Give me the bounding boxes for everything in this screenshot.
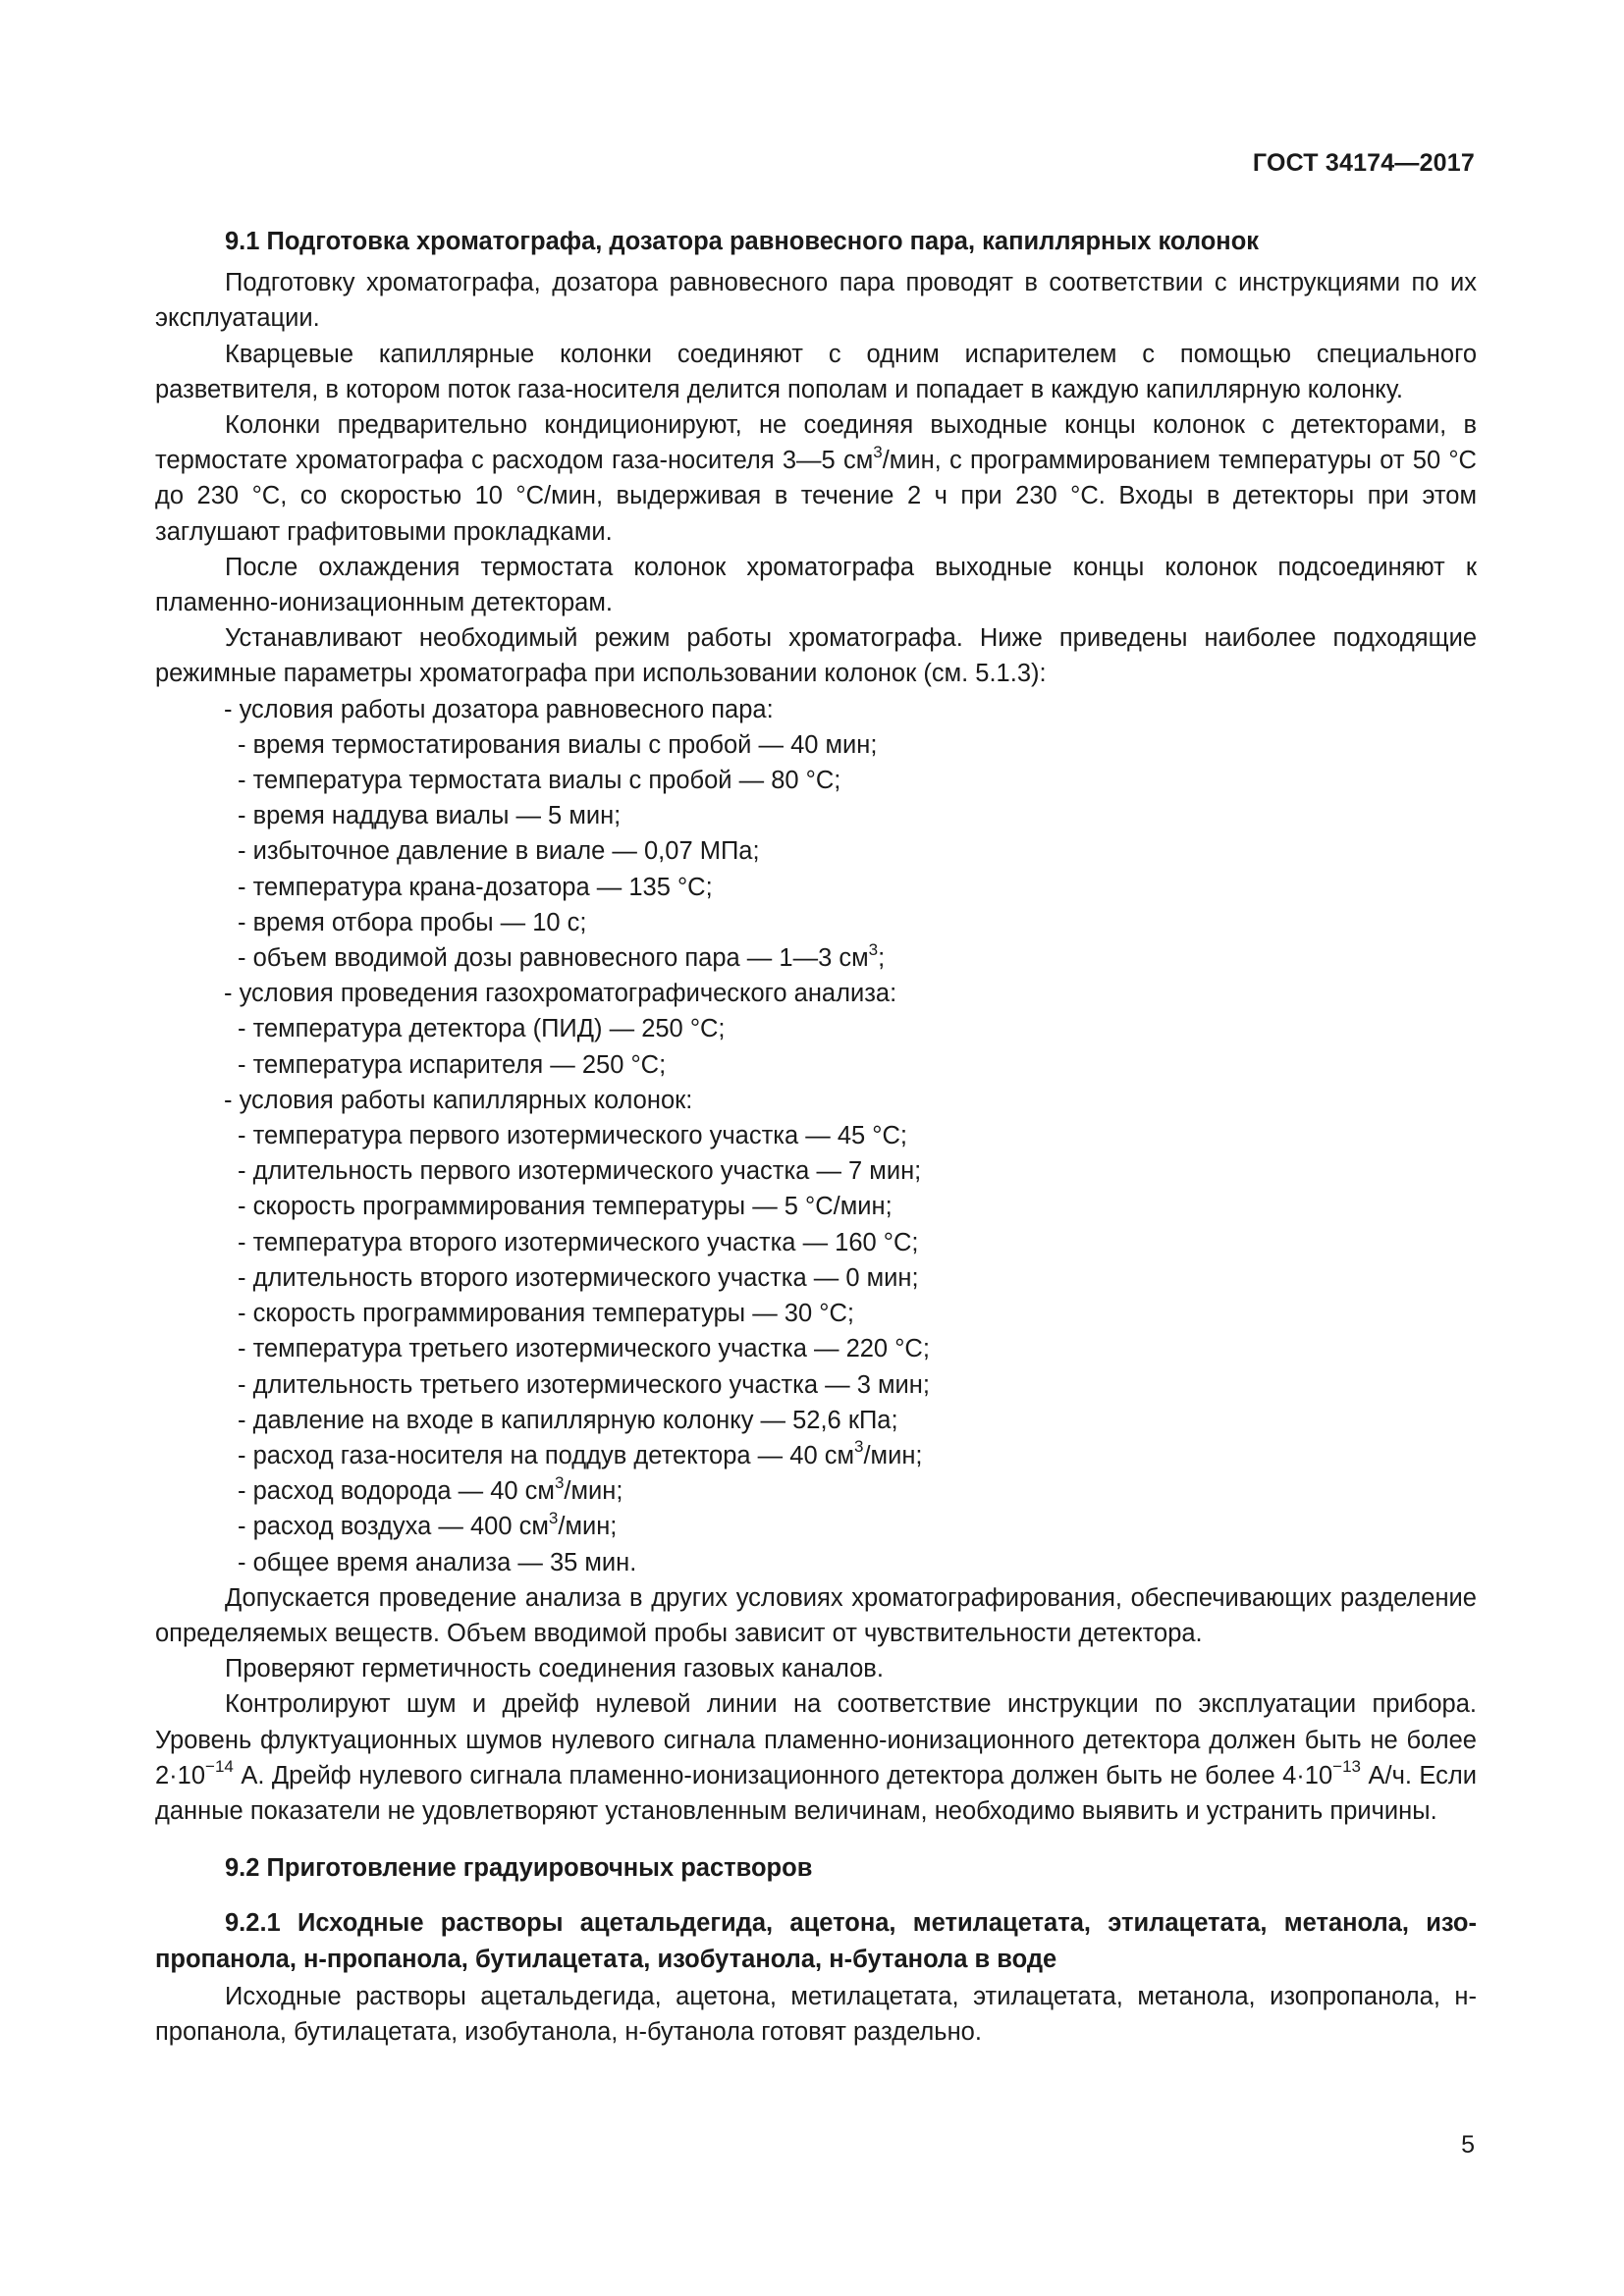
superscript: 3 [854, 1437, 864, 1457]
page-content [155, 224, 1477, 2050]
text-run: А/ч. Если данные показатели не удовлетворяют установленным величинам, необходимо выявить и устранить причины. [155, 1761, 1478, 1825]
list-item: - температура крана-дозатора — 135 °С; [238, 873, 713, 901]
paragraph [155, 1686, 1477, 1829]
list-item: - температура второго изотермического участка — 160 °С; [238, 1228, 919, 1256]
list-group-heading: - условия проведения газохроматографического анализа: [224, 980, 897, 1008]
list-group-heading: - условия работы дозатора равновесного пара: [224, 695, 774, 723]
list-item: - давление на входе в капиллярную колонку — 52,6 кПа; [238, 1406, 898, 1434]
superscript: −14 [205, 1757, 234, 1777]
list-item [155, 1509, 1477, 1544]
paragraph: Проверяют герметичность соединения газовых каналов. [225, 1655, 884, 1683]
text-run: - расход воздуха — 400 см [238, 1513, 549, 1541]
superscript: 3 [548, 1508, 559, 1527]
paragraph: Кварцевые капиллярные колонки соединяют с одним испарителем с помощью специального разветвителя, в котором поток газа-носителя делится пополам и попадает в каждую капиллярную колонку. [155, 340, 1477, 403]
paragraph: Подготовку хроматографа, дозатора равновесного пара проводят в соответствии с инструкциями по их эксплуатации. [155, 269, 1477, 333]
superscript: 3 [868, 939, 879, 959]
list-item: - температура первого изотермического участка — 45 °С; [238, 1122, 907, 1150]
list-item: - температура третьего изотермического участка — 220 °С; [238, 1335, 930, 1363]
paragraph: Допускается проведение анализа в других условиях хроматографирования, обеспечивающих разделение определяемых веществ. Объем вводимой пробы зависит от чувствительности детектора. [155, 1583, 1477, 1647]
text-run: ; [878, 944, 886, 973]
section-heading-9-1: 9.1 Подготовка хроматографа, дозатора равновесного пара, капиллярных колонок [225, 228, 1260, 255]
list-item: - время термостатирования виалы с пробой — 40 мин; [238, 730, 878, 759]
paragraph: Устанавливают необходимый режим работы хроматографа. Ниже приведены наиболее подходящие режимные параметры хроматографа при использовании колонок (см. 5.1.3): [155, 624, 1477, 688]
subsection-heading-9-2-1: 9.2.1 Исходные растворы ацетальдегида, ацетона, метилацетата, этилацетата, метанола, изо-пропанола, н-пропанола, бутилацетата, изобутанола, н-бутанола в воде [155, 1909, 1477, 1973]
list-item: - избыточное давление в виале — 0,07 МПа; [238, 837, 760, 866]
superscript: 3 [554, 1472, 565, 1492]
list-group-heading: - условия работы капиллярных колонок: [224, 1086, 693, 1114]
list-item [155, 940, 1477, 976]
section-heading-9-2: 9.2 Приготовление градуировочных растворов [225, 1854, 813, 1883]
superscript: −13 [1332, 1757, 1362, 1777]
list-item: - температура детектора (ПИД) — 250 °С; [238, 1015, 726, 1043]
list-item: - время наддува виалы — 5 мин; [238, 802, 622, 830]
list-item: - общее время анализа — 35 мин. [238, 1548, 637, 1576]
list-item: - длительность первого изотермического участка — 7 мин; [238, 1157, 922, 1186]
document-code: ГОСТ 34174—2017 [1252, 149, 1475, 177]
text-run: /мин; [558, 1513, 618, 1541]
list-item: - температура испарителя — 250 °С; [238, 1050, 667, 1079]
list-item: - скорость программирования температуры — 30 °С; [238, 1300, 854, 1328]
text-run: - расход газа-носителя на поддув детектора — 40 см [238, 1441, 854, 1469]
text-run: /мин, с программированием температуры от 50 °С до 230 °С, со скоростью 10 °С/мин, выдерживая в течение 2 ч при 230 °С. Входы в детекторы при этом заглушают графитовыми прокладками. [155, 447, 1477, 546]
list-item: - температура термостата виалы с пробой — 80 °С; [238, 767, 841, 795]
list-item [155, 1438, 1477, 1473]
text-run: /мин; [564, 1477, 623, 1506]
list-item: - длительность третьего изотермического участка — 3 мин; [238, 1370, 930, 1399]
list-item [155, 1473, 1477, 1509]
text-run: /мин; [863, 1441, 923, 1469]
text-run: Колонки предварительно кондиционируют, не соединяя выходные концы колонок с детекторами, в термостате хроматографа с расходом газа-носителя 3—5 см [155, 411, 1477, 475]
text-run: - расход водорода — 40 см [238, 1477, 555, 1506]
text-run: - объем вводимой дозы равновесного пара — 1—3 см [238, 944, 869, 973]
text-run: Контролируют шум и дрейф нулевой линии на соответствие инструкции по эксплуатации прибора. Уровень флуктуационных шумов нулевого сигнала пламенно-ионизационного детектора должен быть не более 2·10 [155, 1690, 1477, 1789]
page-number: 5 [1461, 2131, 1475, 2159]
list-item: - время отбора пробы — 10 с; [238, 908, 587, 936]
paragraph [155, 407, 1477, 550]
list-item: - скорость программирования температуры — 5 °С/мин; [238, 1193, 893, 1221]
paragraph: После охлаждения термостата колонок хроматографа выходные концы колонок подсоединяют к пламенно-ионизационным детекторам. [155, 553, 1477, 617]
paragraph: Исходные растворы ацетальдегида, ацетона, метилацетата, этилацетата, метанола, изопропанола, н-пропанола, бутилацетата, изобутанола, н-бутанола готовят раздельно. [155, 1982, 1477, 2046]
text-run: А. Дрейф нулевого сигнала пламенно-ионизационного детектора должен быть не более 4·10 [233, 1761, 1333, 1789]
superscript: 3 [873, 442, 883, 461]
list-item: - длительность второго изотермического участка — 0 мин; [238, 1263, 919, 1292]
